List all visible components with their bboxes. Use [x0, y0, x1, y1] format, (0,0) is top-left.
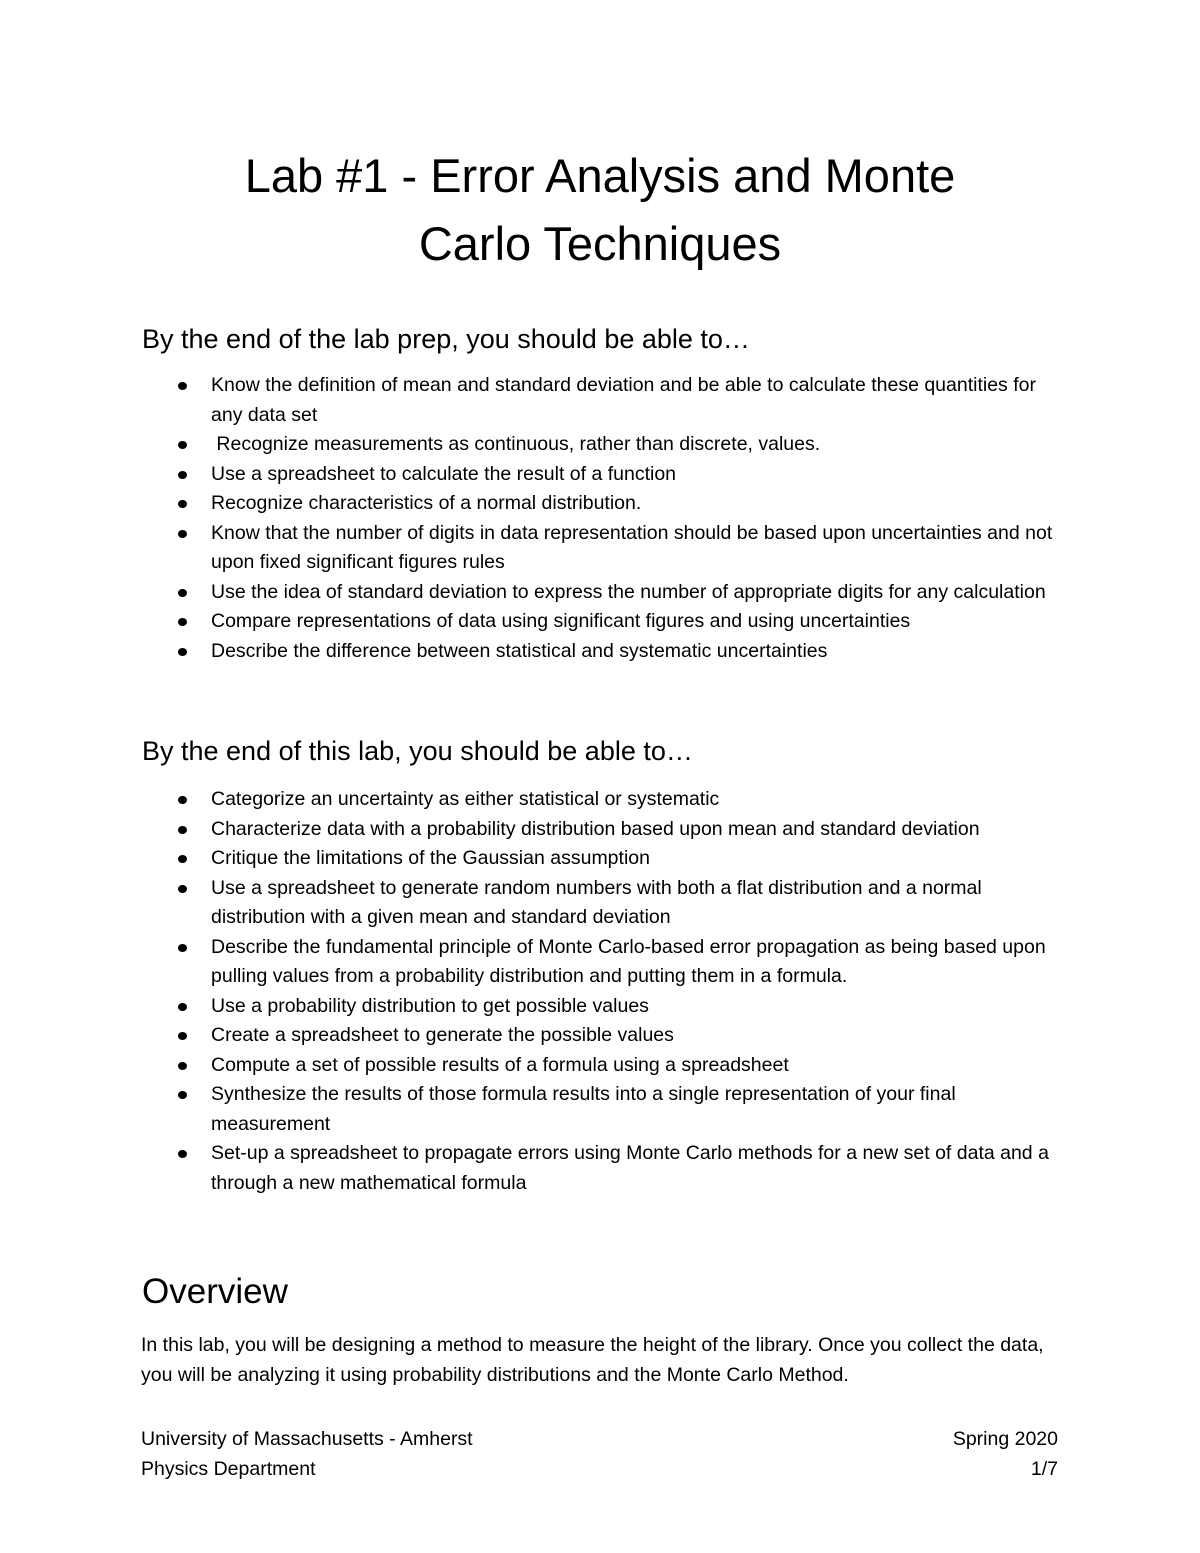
bullet-icon: [178, 530, 187, 538]
list-item: [0, 1021, 1200, 1051]
bullet-icon: [178, 885, 187, 893]
bullet-icon: [178, 826, 187, 834]
bullet-icon: [178, 618, 187, 626]
page-number: 1/7: [1030, 1458, 1058, 1480]
bullet-icon: [178, 471, 187, 479]
list-item-text: Categorize an uncertainty as either statistical or systematic: [211, 788, 720, 810]
lab-prep-heading: By the end of the lab prep, you should be able to…: [142, 324, 750, 354]
list-item-text: Use a spreadsheet to generate random numbers with both a flat distribution and a normal distribution with a given mean and standard deviation: [211, 876, 982, 928]
overview-heading: Overview: [142, 1272, 288, 1311]
lab-objectives-list: [0, 785, 1200, 1198]
list-item: [0, 489, 1200, 519]
bullet-icon: [178, 1091, 187, 1099]
page-title: [150, 142, 1050, 278]
bullet-icon: [178, 1032, 187, 1040]
list-item: [0, 785, 1200, 815]
title-line-1: Lab #1 - Error Analysis and Monte: [244, 149, 956, 202]
list-item: [0, 815, 1200, 845]
list-item-text: Recognize characteristics of a normal distribution.: [211, 492, 642, 514]
list-item: [0, 1139, 1200, 1198]
list-item-text: Create a spreadsheet to generate the possible values: [211, 1024, 674, 1046]
bullet-icon: [178, 944, 187, 952]
list-item-text: Describe the fundamental principle of Monte Carlo-based error propagation as being based upon pulling values from a probability distribution and putting them in a formula.: [211, 935, 1046, 987]
title-line-2: Carlo Techniques: [418, 217, 782, 270]
list-item-text: Characterize data with a probability distribution based upon mean and standard deviation: [211, 817, 980, 840]
bullet-icon: [178, 589, 187, 597]
list-item: [0, 371, 1200, 430]
footer-university: University of Massachusetts - Amherst: [141, 1428, 473, 1450]
list-item: [0, 578, 1200, 608]
list-item: [0, 933, 1200, 992]
list-item: [0, 430, 1200, 460]
bullet-icon: [178, 1003, 187, 1011]
lab-heading: By the end of this lab, you should be able to…: [142, 736, 693, 766]
list-item-text: Know the definition of mean and standard deviation and be able to calculate these quantities for any data set: [211, 374, 1036, 426]
list-item: [0, 844, 1200, 874]
list-item-text: Use a probability distribution to get possible values: [211, 994, 649, 1017]
list-item-text: Use a spreadsheet to calculate the result of a function: [211, 462, 677, 485]
bullet-icon: [178, 441, 187, 449]
list-item-text: Know that the number of digits in data representation should be based upon uncertainties and not upon fixed significant figures rules: [211, 521, 1053, 573]
list-item: [0, 637, 1200, 667]
bullet-icon: [178, 500, 187, 508]
list-item-text: Describe the difference between statistical and systematic uncertainties: [211, 639, 828, 662]
list-item-text: Set-up a spreadsheet to propagate errors using Monte Carlo methods for a new set of data and a through a new mathematical formula: [211, 1142, 1049, 1194]
list-item-text: Synthesize the results of those formula results into a single representation of your final measurement: [211, 1083, 956, 1135]
list-item-text: Compare representations of data using significant figures and using uncertainties: [211, 610, 911, 632]
bullet-icon: [178, 648, 187, 656]
list-item: [0, 874, 1200, 933]
list-item-text: Critique the limitations of the Gaussian assumption: [211, 847, 650, 869]
list-item: [0, 460, 1200, 490]
bullet-icon: [178, 855, 187, 863]
bullet-icon: [178, 1150, 187, 1158]
list-item: [0, 1080, 1200, 1139]
footer-semester: Spring 2020: [952, 1428, 1058, 1450]
footer-meta: [953, 1424, 1058, 1484]
footer-department: Physics Department: [141, 1458, 316, 1480]
list-item: [0, 607, 1200, 637]
lab-prep-objectives-list: [0, 371, 1200, 666]
list-item-text: Use the idea of standard deviation to express the number of appropriate digits for any calculation: [211, 580, 1046, 603]
bullet-icon: [178, 382, 187, 390]
list-item: [0, 1051, 1200, 1081]
overview-paragraph: In this lab, you will be designing a method to measure the height of the library. Once you collect the data, you will be analyzing it using probability distributions and the Monte Carlo Method.: [141, 1334, 1044, 1386]
list-item: [0, 519, 1200, 578]
list-item-text: Compute a set of possible results of a formula using a spreadsheet: [211, 1053, 789, 1076]
bullet-icon: [178, 796, 187, 804]
list-item: [0, 992, 1200, 1022]
list-item-text: Recognize measurements as continuous, rather than discrete, values.: [211, 433, 821, 455]
footer-institution: [141, 1424, 473, 1484]
bullet-icon: [178, 1062, 187, 1070]
